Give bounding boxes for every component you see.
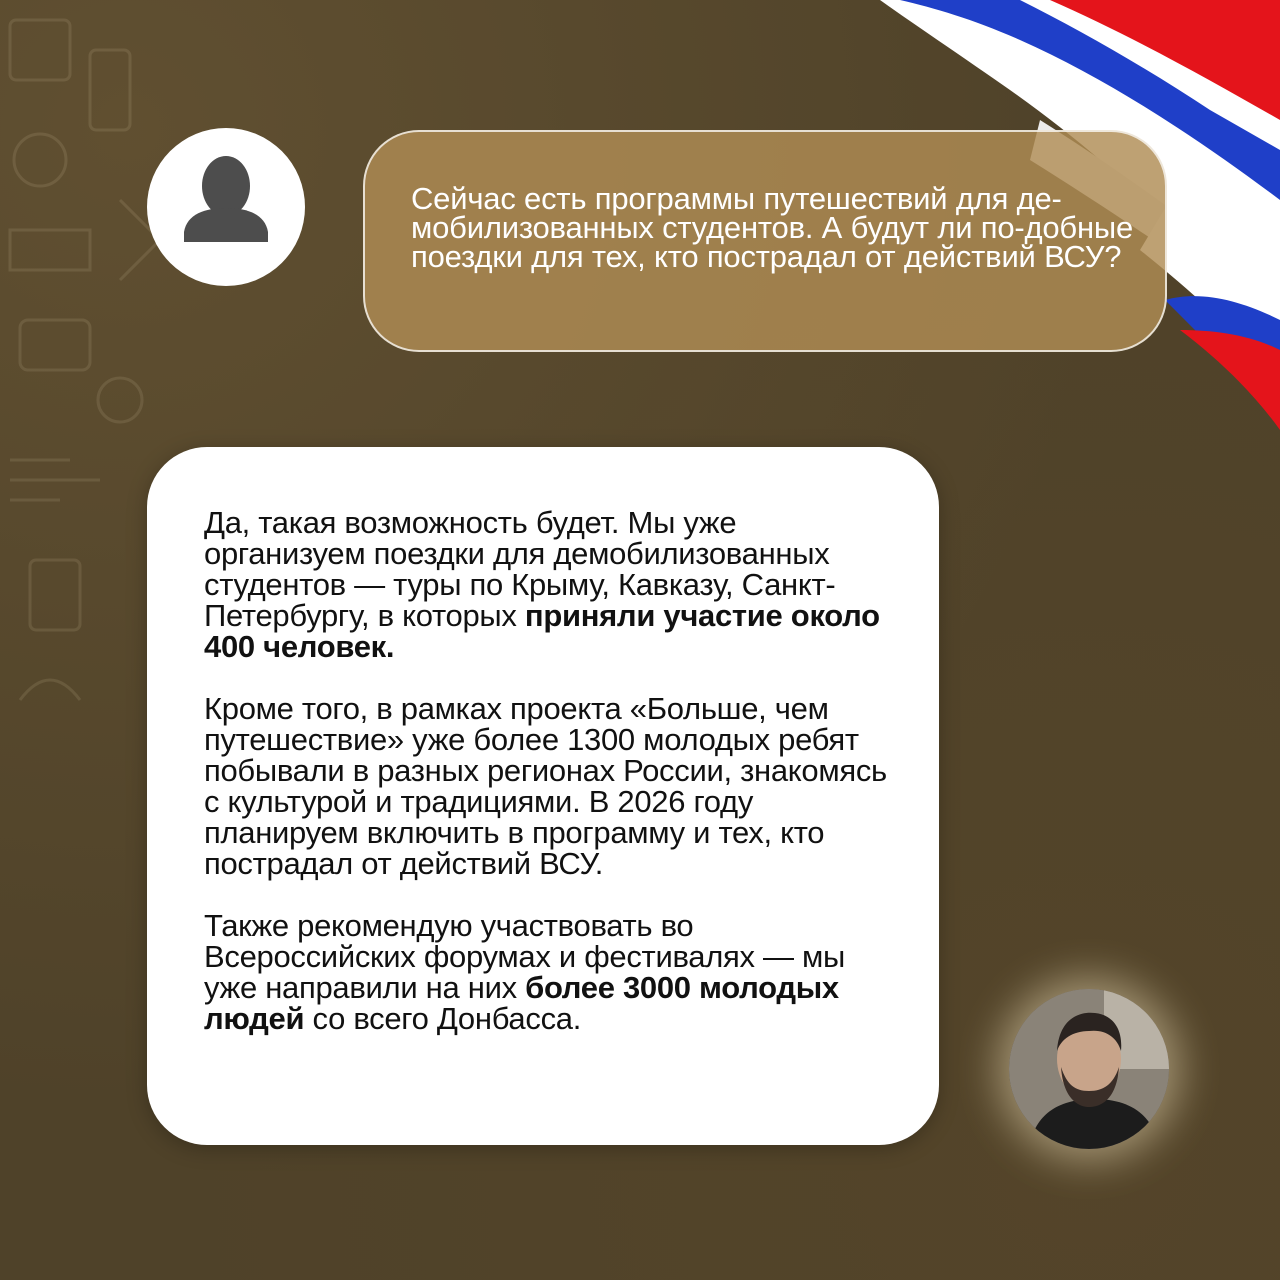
- speaker-portrait: [1009, 989, 1169, 1149]
- answer-paragraph-1: [204, 507, 904, 662]
- answer-bubble: [147, 447, 939, 1145]
- answer-paragraph-3-text: Также рекомендую участвовать во Всероссийских форумах и фестивалях — мы уже направили на них: [204, 908, 846, 1005]
- answer-text: [204, 507, 904, 1065]
- speaker-photo-avatar: [1009, 989, 1169, 1149]
- answer-paragraph-3-bold: более 3000 молодых людей: [204, 970, 839, 1036]
- answer-paragraph-1-bold: приняли участие около 400 человек.: [204, 598, 880, 664]
- answer-paragraph-3: [204, 910, 904, 1034]
- user-silhouette-icon: [147, 128, 305, 286]
- answer-paragraph-2: [204, 693, 904, 879]
- user-avatar: [147, 128, 305, 286]
- question-text: Сейчас есть программы путешествий для де-мобилизованных студентов. А будут ли по-добные поездки для тех, кто пострадал от действий ВСУ?: [411, 181, 1134, 274]
- answer-paragraph-2-text: Кроме того, в рамках проекта «Больше, чем путешествие» уже более 1300 молодых ребят побывали в разных регионах России, знакомясь с культурой и традициями. В 2026 году планируем включить в программу и тех, кто пострадал от действий ВСУ.: [204, 691, 887, 881]
- answer-paragraph-3-tail: со всего Донбасса.: [304, 1001, 582, 1036]
- question-bubble: [363, 130, 1167, 352]
- answer-paragraph-1-text: Да, такая возможность будет. Мы уже организуем поездки для демобилизованных студентов — туры по Крыму, Кавказу, Санкт-Петербургу, в которых: [204, 505, 836, 633]
